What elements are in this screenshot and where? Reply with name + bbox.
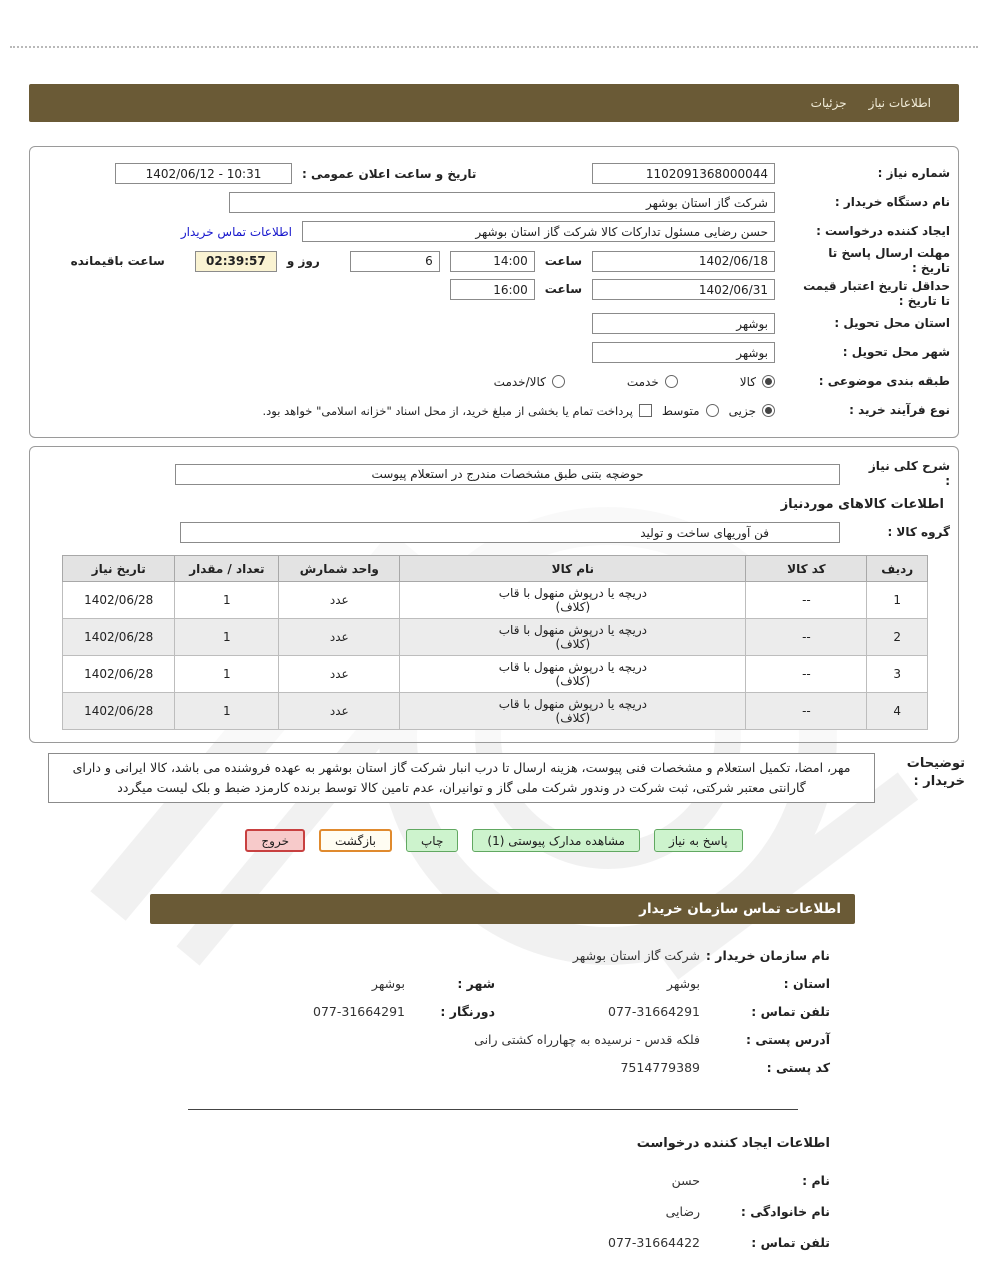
validity-hour-label: ساعت [544,282,582,296]
row-request-creator [40,217,950,246]
need-description-label: شرح کلی نیاز : [868,459,950,488]
row-classification [40,367,950,396]
cell-unit: عدد [279,693,400,730]
org-name-label: نام سازمان خریدار : [705,948,830,963]
creator-family-label: نام خانوادگی : [740,1204,830,1219]
exit-button[interactable]: خروج [245,829,305,852]
row-deadline [40,246,950,276]
row-delivery-province [40,309,950,338]
cell-row: 3 [867,656,928,693]
address-value: فلکه قدس - نرسیده به چهارراه کشتی رانی [474,1032,700,1047]
buyer-notes-label: توضیحات خریدار : [906,756,965,789]
row-delivery-city [40,338,950,367]
table-row [63,693,928,730]
delivery-city-label: شهر محل تحویل : [842,345,950,359]
cell-name: دریچه یا درپوش منهول با قاب (کلاف) [400,693,746,730]
col-item-code: کد کالا [746,556,867,582]
option-label: کالا [739,374,756,389]
announce-field: 1402/06/12 - 10:31 [115,163,292,184]
cell-unit: عدد [279,619,400,656]
buyer-notes-text: مهر، امضا، تکمیل استعلام و مشخصات فنی پیوست، هزینه ارسال تا درب انبار شرکت گاز استان بوشهر به عهده فروشنده می باشد، کالا ایرانی و دارای گارانتی معتبر شرکتی، ثبت شرکت در وندور شرکت ملی گاز و توانیران، عدم تامین کالا توسط برنده کارمزد ضبط و بلک لیست میگردد [48,753,875,803]
phone-value: 077-31664291 [608,1004,700,1019]
request-creator-info [480,1173,830,1250]
cell-date: 1402/06/28 [63,656,175,693]
delivery-city-field: بوشهر [592,342,775,363]
request-creator-header: اطلاعات ایجاد کننده درخواست [636,1136,830,1151]
delivery-province-label: استان محل تحویل : [834,316,950,330]
creator-phone-value: 077-31664422 [608,1235,700,1250]
tab-need-info[interactable]: اطلاعات نیاز [868,96,931,110]
cell-date: 1402/06/28 [63,619,175,656]
view-attachments-button[interactable]: مشاهده مدارک پیوستی (1) [472,829,640,852]
col-need-date: تاریخ نیاز [63,556,175,582]
option-label: متوسط [661,403,700,418]
need-description-field: حوضچه بتنی طبق مشخصات مندرج در استعلام پیوست [175,464,840,485]
cell-name: دریچه یا درپوش منهول با قاب (کلاف) [400,656,746,693]
city-label: شهر : [457,976,495,991]
row-need-description [40,459,950,489]
org-name-value: شرکت گاز استان بوشهر [572,948,700,963]
buyer-notes-row [48,753,965,803]
cell-qty: 1 [175,582,279,619]
deadline-time-field: 14:00 [450,251,535,272]
buyer-contact-info [235,948,830,1075]
table-row [63,582,928,619]
row-need-number [40,159,950,188]
cell-row: 1 [867,582,928,619]
classification-label: طبقه بندی موضوعی : [818,374,950,388]
option-label: خدمت [626,374,659,389]
cell-code: -- [746,693,867,730]
back-button[interactable]: بازگشت [319,829,392,852]
section-divider [188,1109,798,1110]
table-row [63,656,928,693]
goods-group-label: گروه کالا : [887,525,950,539]
col-row: ردیف [867,556,928,582]
process-type-label: نوع فرآیند خرید : [849,403,950,417]
buyer-contact-header-text: اطلاعات تماس سازمان خریدار [639,901,841,917]
cell-qty: 1 [175,693,279,730]
fax-label: دورنگار : [440,1004,495,1019]
buyer-contact-header [150,894,855,924]
cell-qty: 1 [175,619,279,656]
cell-date: 1402/06/28 [63,582,175,619]
row-goods-group [40,518,950,547]
need-info-panel [29,146,959,438]
process-option-minor[interactable] [729,404,775,418]
province-value: بوشهر [666,976,700,991]
radio-icon[interactable] [706,404,719,417]
need-number-field: 1102091368000044 [592,163,775,184]
price-validity-label: حداقل تاریخ اعتبار قیمت تا تاریخ : [803,279,950,308]
process-option-medium[interactable] [662,404,719,418]
buyer-org-label: نام دستگاه خریدار : [834,195,950,209]
print-button[interactable]: چاپ [406,829,458,852]
top-separator [10,46,978,48]
countdown-timer: 02:39:57 [195,251,277,272]
buyer-org-field: شرکت گاز استان بوشهر [229,192,775,213]
classification-option-service[interactable] [627,375,678,389]
need-number-label: شماره نیاز : [877,166,950,180]
radio-icon[interactable] [665,375,678,388]
deadline-label: مهلت ارسال پاسخ تا تاریخ : [828,246,950,275]
option-label: جزیی [728,403,756,418]
table-row [63,619,928,656]
postal-code-label: کد پستی : [766,1060,830,1075]
cell-unit: عدد [279,656,400,693]
classification-option-goods[interactable] [740,375,775,389]
row-buyer-org [40,188,950,217]
goods-table [62,555,928,730]
deadline-date-field: 1402/06/18 [592,251,775,272]
treasury-payment-label: پرداخت تمام یا بخشی از مبلغ خرید، از محل اسناد "خزانه اسلامی" خواهد بود. [262,403,633,418]
city-value: بوشهر [371,976,405,991]
fax-value: 077-31664291 [313,1004,405,1019]
treasury-payment-checkbox[interactable] [263,404,652,418]
cell-name: دریچه یا درپوش منهول با قاب (کلاف) [400,619,746,656]
creator-name-label: نام : [802,1173,830,1188]
cell-qty: 1 [175,656,279,693]
col-unit: واحد شمارش [279,556,400,582]
validity-time-field: 16:00 [450,279,535,300]
deadline-hour-label: ساعت [544,254,582,268]
announce-label: تاریخ و ساعت اعلان عمومی : [302,166,477,181]
cell-name: دریچه یا درپوش منهول با قاب (کلاف) [400,582,746,619]
creator-name-value: حسن [671,1173,700,1188]
cell-row: 2 [867,619,928,656]
answer-need-button[interactable]: پاسخ به نیاز [654,829,743,852]
days-suffix-label: روز و [286,254,320,268]
goods-panel [29,446,959,743]
radio-icon[interactable] [552,375,565,388]
cell-code: -- [746,619,867,656]
remaining-suffix-label: ساعت باقیمانده [70,254,165,268]
province-label: استان : [783,976,830,991]
goods-table-header [63,556,928,582]
goods-group-field: فن آوریهای ساخت و تولید [180,522,840,543]
cell-code: -- [746,656,867,693]
creator-family-value: رضایی [665,1204,700,1219]
phone-label: تلفن تماس : [751,1004,830,1019]
request-creator-field: حسن رضایی مسئول تدارکات کالا شرکت گاز استان بوشهر [302,221,775,242]
address-label: آدرس پستی : [745,1032,830,1047]
tab-details[interactable]: جزئیات [810,96,847,110]
row-price-validity [40,276,950,309]
tab-bar [29,84,959,122]
postal-code-value: 7514779389 [620,1060,700,1075]
validity-date-field: 1402/06/31 [592,279,775,300]
cell-date: 1402/06/28 [63,693,175,730]
option-label: کالا/خدمت [493,374,546,389]
remaining-days-field: 6 [350,251,440,272]
cell-unit: عدد [279,582,400,619]
row-process-type [40,396,950,425]
request-creator-label: ایجاد کننده درخواست : [816,224,950,238]
creator-phone-label: تلفن تماس : [751,1235,830,1250]
classification-option-goods-service[interactable] [494,375,565,389]
goods-section-title: اطلاعات کالاهای موردنیاز [780,497,944,512]
cell-row: 4 [867,693,928,730]
radio-icon[interactable] [762,375,775,388]
radio-icon[interactable] [762,404,775,417]
buyer-contact-link[interactable]: اطلاعات تماس خریدار [180,224,292,239]
delivery-province-field: بوشهر [592,313,775,334]
col-item-name: نام کالا [400,556,746,582]
col-quantity: تعداد / مقدار [175,556,279,582]
checkbox-icon[interactable] [639,404,652,417]
cell-code: -- [746,582,867,619]
action-buttons [0,829,988,852]
